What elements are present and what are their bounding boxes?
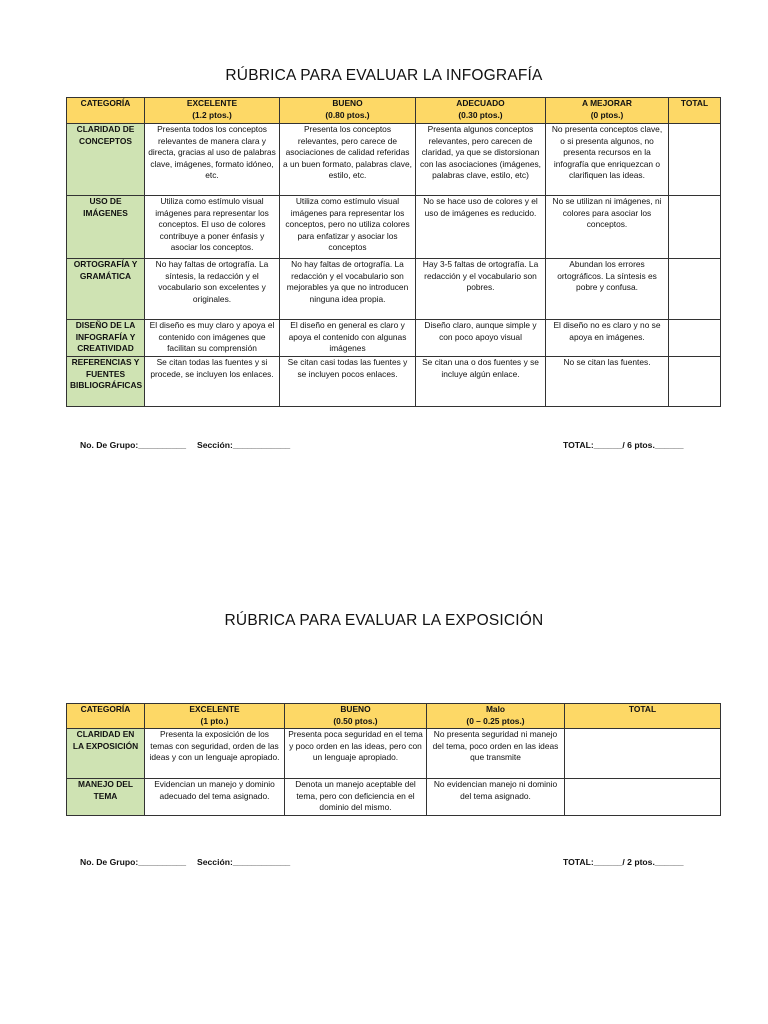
criteria-cell: Utiliza como estímulo visual imágenes para representar los conceptos. El uso de colores contribuye a poner énfasis y asociar los conceptos. xyxy=(145,196,280,259)
criteria-cell: Evidencian un manejo y dominio adecuado del tema asignado. xyxy=(145,779,285,816)
table-row xyxy=(67,259,721,320)
category-cell: CLARIDAD EN LA EXPOSICIÓN xyxy=(67,729,145,779)
criteria-cell: Presenta algunos conceptos relevantes, pero carecen de claridad, ya que se distorsionan con las asociaciones (imágenes, palabras clave, estilo, etc) xyxy=(416,124,546,196)
rubric2-header-row xyxy=(67,704,721,729)
criteria-cell: El diseño no es claro y no se apoya en imágenes. xyxy=(546,320,669,357)
total-cell[interactable] xyxy=(669,357,721,407)
criteria-cell: Hay 3-5 faltas de ortografía. La redacción y el vocabulario son pobres. xyxy=(416,259,546,320)
header-bueno: BUENO (0.50 ptos.) xyxy=(285,704,427,729)
criteria-cell: Abundan los errores ortográficos. La síntesis es pobre y confusa. xyxy=(546,259,669,320)
rubric1-table xyxy=(66,97,721,407)
table-row xyxy=(67,779,721,816)
rubric1-title: RÚBRICA PARA EVALUAR LA INFOGRAFÍA xyxy=(225,67,543,84)
header-adecuado: ADECUADO (0.30 ptos.) xyxy=(416,98,546,124)
category-cell: MANEJO DEL TEMA xyxy=(67,779,145,816)
table-row xyxy=(67,320,721,357)
total-cell[interactable] xyxy=(669,196,721,259)
header-excelente: EXCELENTE (1 pto.) xyxy=(145,704,285,729)
header-excelente: EXCELENTE (1.2 ptos.) xyxy=(145,98,280,124)
table-row xyxy=(67,357,721,407)
header-categoria: CATEGORÍA xyxy=(67,704,145,729)
criteria-cell: No presenta conceptos clave, o si presenta algunos, no presenta recursos en la infografía que enriquezcan o clarifiquen las ideas. xyxy=(546,124,669,196)
criteria-cell: Denota un manejo aceptable del tema, pero con deficiencia en el dominio del mismo. xyxy=(285,779,427,816)
table-row xyxy=(67,196,721,259)
total-cell[interactable] xyxy=(669,124,721,196)
criteria-cell: Presenta la exposición de los temas con seguridad, orden de las ideas y con un lenguaje apropiado. xyxy=(145,729,285,779)
category-cell: REFERENCIAS Y FUENTES BIBLIOGRÁFICAS xyxy=(67,357,145,407)
category-cell: CLARIDAD DE CONCEPTOS xyxy=(67,124,145,196)
header-total: TOTAL xyxy=(565,704,721,729)
group-field[interactable]: No. De Grupo:__________ xyxy=(80,857,187,867)
header-malo: Malo (0 – 0.25 ptos.) xyxy=(427,704,565,729)
criteria-cell: El diseño es muy claro y apoya el contenido con imágenes que facilitan su comprensión xyxy=(145,320,280,357)
criteria-cell: Presenta los conceptos relevantes, pero carece de asociaciones de calidad referidas a un buen formato, palabras clave, estilo, etc. xyxy=(280,124,416,196)
header-categoria: CATEGORÍA xyxy=(67,98,145,124)
criteria-cell: No se hace uso de colores y el uso de imágenes es reducido. xyxy=(416,196,546,259)
total-cell[interactable] xyxy=(565,729,721,779)
section-field[interactable]: Sección:____________ xyxy=(197,440,291,450)
category-cell: USO DE IMÁGENES xyxy=(67,196,145,259)
criteria-cell: No se utilizan ni imágenes, ni colores para asociar los conceptos. xyxy=(546,196,669,259)
table-row xyxy=(67,729,721,779)
criteria-cell: No hay faltas de ortografía. La redacción y el vocabulario son mejorables ya que no introducen ninguna idea propia. xyxy=(280,259,416,320)
rubric2-table xyxy=(66,703,721,816)
criteria-cell: No hay faltas de ortografía. La síntesis, la redacción y el vocabulario son excelentes y originales. xyxy=(145,259,280,320)
section-field[interactable]: Sección:____________ xyxy=(197,857,291,867)
total-cell[interactable] xyxy=(669,320,721,357)
header-a-mejorar: A MEJORAR (0 ptos.) xyxy=(546,98,669,124)
rubric2-title: RÚBRICA PARA EVALUAR LA EXPOSICIÓN xyxy=(224,612,544,629)
table-row xyxy=(67,124,721,196)
criteria-cell: Se citan todas las fuentes y si procede, se incluyen los enlaces. xyxy=(145,357,280,407)
group-field[interactable]: No. De Grupo:__________ xyxy=(80,440,187,450)
criteria-cell: El diseño en general es claro y apoya el contenido con algunas imágenes xyxy=(280,320,416,357)
criteria-cell: Presenta todos los conceptos relevantes de manera clara y directa, gracias al uso de palabras clave, imágenes, formato idóneo, etc. xyxy=(145,124,280,196)
criteria-cell: No se citan las fuentes. xyxy=(546,357,669,407)
total-field[interactable]: TOTAL:______/ 6 ptos.______ xyxy=(563,440,684,450)
header-total: TOTAL xyxy=(669,98,721,124)
header-bueno: BUENO (0.80 ptos.) xyxy=(280,98,416,124)
total-field[interactable]: TOTAL:______/ 2 ptos.______ xyxy=(563,857,684,867)
category-cell: ORTOGRAFÍA Y GRAMÁTICA xyxy=(67,259,145,320)
criteria-cell: Presenta poca seguridad en el tema y poco orden en las ideas, pero con un lenguaje apropiado. xyxy=(285,729,427,779)
total-cell[interactable] xyxy=(669,259,721,320)
criteria-cell: Se citan casi todas las fuentes y se incluyen pocos enlaces. xyxy=(280,357,416,407)
criteria-cell: No presenta seguridad ni manejo del tema, poco orden en las ideas que transmite xyxy=(427,729,565,779)
rubric1-header-row xyxy=(67,98,721,124)
criteria-cell: Diseño claro, aunque simple y con poco apoyo visual xyxy=(416,320,546,357)
criteria-cell: Se citan una o dos fuentes y se incluye algún enlace. xyxy=(416,357,546,407)
category-cell: DISEÑO DE LA INFOGRAFÍA Y CREATIVIDAD xyxy=(67,320,145,357)
criteria-cell: No evidencian manejo ni dominio del tema asignado. xyxy=(427,779,565,816)
total-cell[interactable] xyxy=(565,779,721,816)
criteria-cell: Utiliza como estímulo visual imágenes para representar los conceptos, pero no utiliza colores para enfatizar y asociar los conceptos xyxy=(280,196,416,259)
